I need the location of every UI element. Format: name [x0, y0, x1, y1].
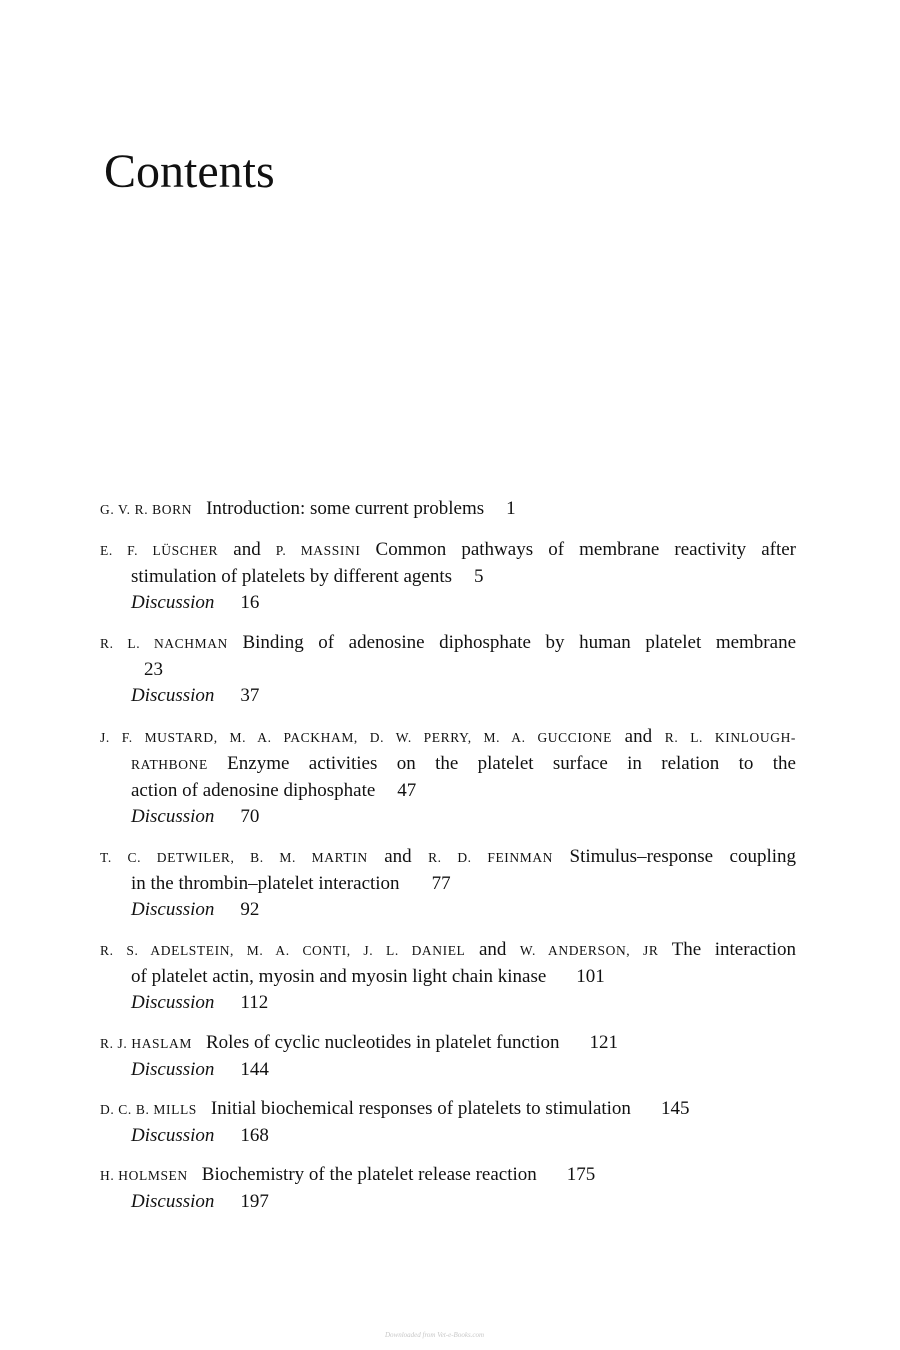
discussion-page: 37 — [240, 685, 260, 706]
page-title: Contents — [104, 145, 275, 198]
entry-title: in the thrombin–platelet interaction — [131, 873, 400, 894]
entry-authors: R. J. HASLAM — [100, 1036, 192, 1051]
toc-entry-haslam — [100, 1030, 796, 1083]
discussion-page: 112 — [240, 992, 269, 1013]
toc-entry-adelstein — [100, 937, 796, 1016]
discussion-page: 92 — [240, 899, 260, 920]
download-watermark: Downloaded from Vet-e-Books.com — [385, 1331, 485, 1339]
entry-title: Binding of adenosine diphosphate by human platelet membrane — [242, 632, 797, 653]
discussion-label: Discussion — [131, 992, 215, 1013]
entry-and: and — [233, 539, 261, 560]
entry-page: 77 — [431, 873, 451, 894]
entry-page: 23 — [144, 659, 163, 680]
entry-authors: D. C. B. MILLS — [100, 1102, 197, 1117]
toc-entry-mustard — [100, 724, 796, 830]
toc-entry-mills — [100, 1096, 796, 1149]
entry-page: 121 — [589, 1032, 618, 1053]
entry-authors: J. F. MUSTARD, M. A. PACKHAM, D. W. PERRY, M. A. GUCCIONE — [100, 730, 612, 745]
discussion-page: 197 — [240, 1191, 269, 1212]
toc-entry-detwiler — [100, 844, 796, 923]
entry-title: Initial biochemical responses of platelets to stimulation — [210, 1098, 631, 1119]
entry-title: Introduction: some current problems — [206, 498, 485, 519]
entry-title: The interaction — [671, 939, 796, 960]
entry-title: Biochemistry of the platelet release reaction — [201, 1164, 537, 1185]
discussion-label: Discussion — [131, 1125, 215, 1146]
entry-authors: R. S. ADELSTEIN, M. A. CONTI, J. L. DANIEL — [100, 943, 466, 958]
entry-authors: W. ANDERSON, JR — [519, 943, 659, 958]
discussion-page: 16 — [240, 592, 260, 613]
entry-page: 47 — [397, 780, 417, 801]
entry-authors: H. HOLMSEN — [100, 1168, 188, 1183]
entry-and: and — [478, 939, 507, 960]
entry-page: 1 — [506, 498, 516, 519]
discussion-label: Discussion — [131, 899, 215, 920]
entry-authors: T. C. DETWILER, B. M. MARTIN — [100, 850, 368, 865]
entry-page: 145 — [660, 1098, 690, 1119]
entry-authors: G. V. R. BORN — [100, 502, 193, 517]
toc-entry-holmsen — [100, 1162, 796, 1215]
entry-authors: R. D. FEINMAN — [428, 850, 554, 865]
entry-title: Enzyme activities on the platelet surface in relation to the — [227, 753, 796, 774]
entry-title: action of adenosine diphosphate — [131, 780, 376, 801]
entry-title: Roles of cyclic nucleotides in platelet function — [205, 1032, 560, 1053]
discussion-label: Discussion — [131, 806, 215, 827]
entry-title: of platelet actin, myosin and myosin light chain kinase — [131, 966, 547, 987]
toc-entry-nachman — [100, 630, 796, 709]
discussion-page: 144 — [240, 1059, 269, 1080]
entry-authors: R. L. NACHMAN — [100, 636, 228, 651]
entry-authors: E. F. LÜSCHER — [100, 543, 219, 558]
entry-title: Common pathways of membrane reactivity after — [375, 539, 797, 560]
toc-entry-luscher — [100, 537, 796, 616]
entry-page: 5 — [474, 566, 484, 587]
entry-and: and — [384, 846, 412, 867]
entry-title: stimulation of platelets by different agents — [131, 566, 452, 587]
discussion-page: 168 — [240, 1125, 269, 1146]
entry-title: Stimulus–response coupling — [569, 846, 796, 867]
entry-authors: R. L. KINLOUGH- — [664, 730, 797, 745]
entry-and: and — [624, 726, 653, 747]
discussion-label: Discussion — [131, 1191, 215, 1212]
discussion-page: 70 — [240, 806, 260, 827]
entry-page: 101 — [576, 966, 605, 987]
toc-entry-born — [100, 496, 796, 523]
discussion-label: Discussion — [131, 1059, 215, 1080]
discussion-label: Discussion — [131, 592, 215, 613]
entry-authors: RATHBONE — [131, 757, 208, 772]
entry-authors: P. MASSINI — [275, 543, 361, 558]
discussion-label: Discussion — [131, 685, 215, 706]
entry-page: 175 — [566, 1164, 596, 1185]
